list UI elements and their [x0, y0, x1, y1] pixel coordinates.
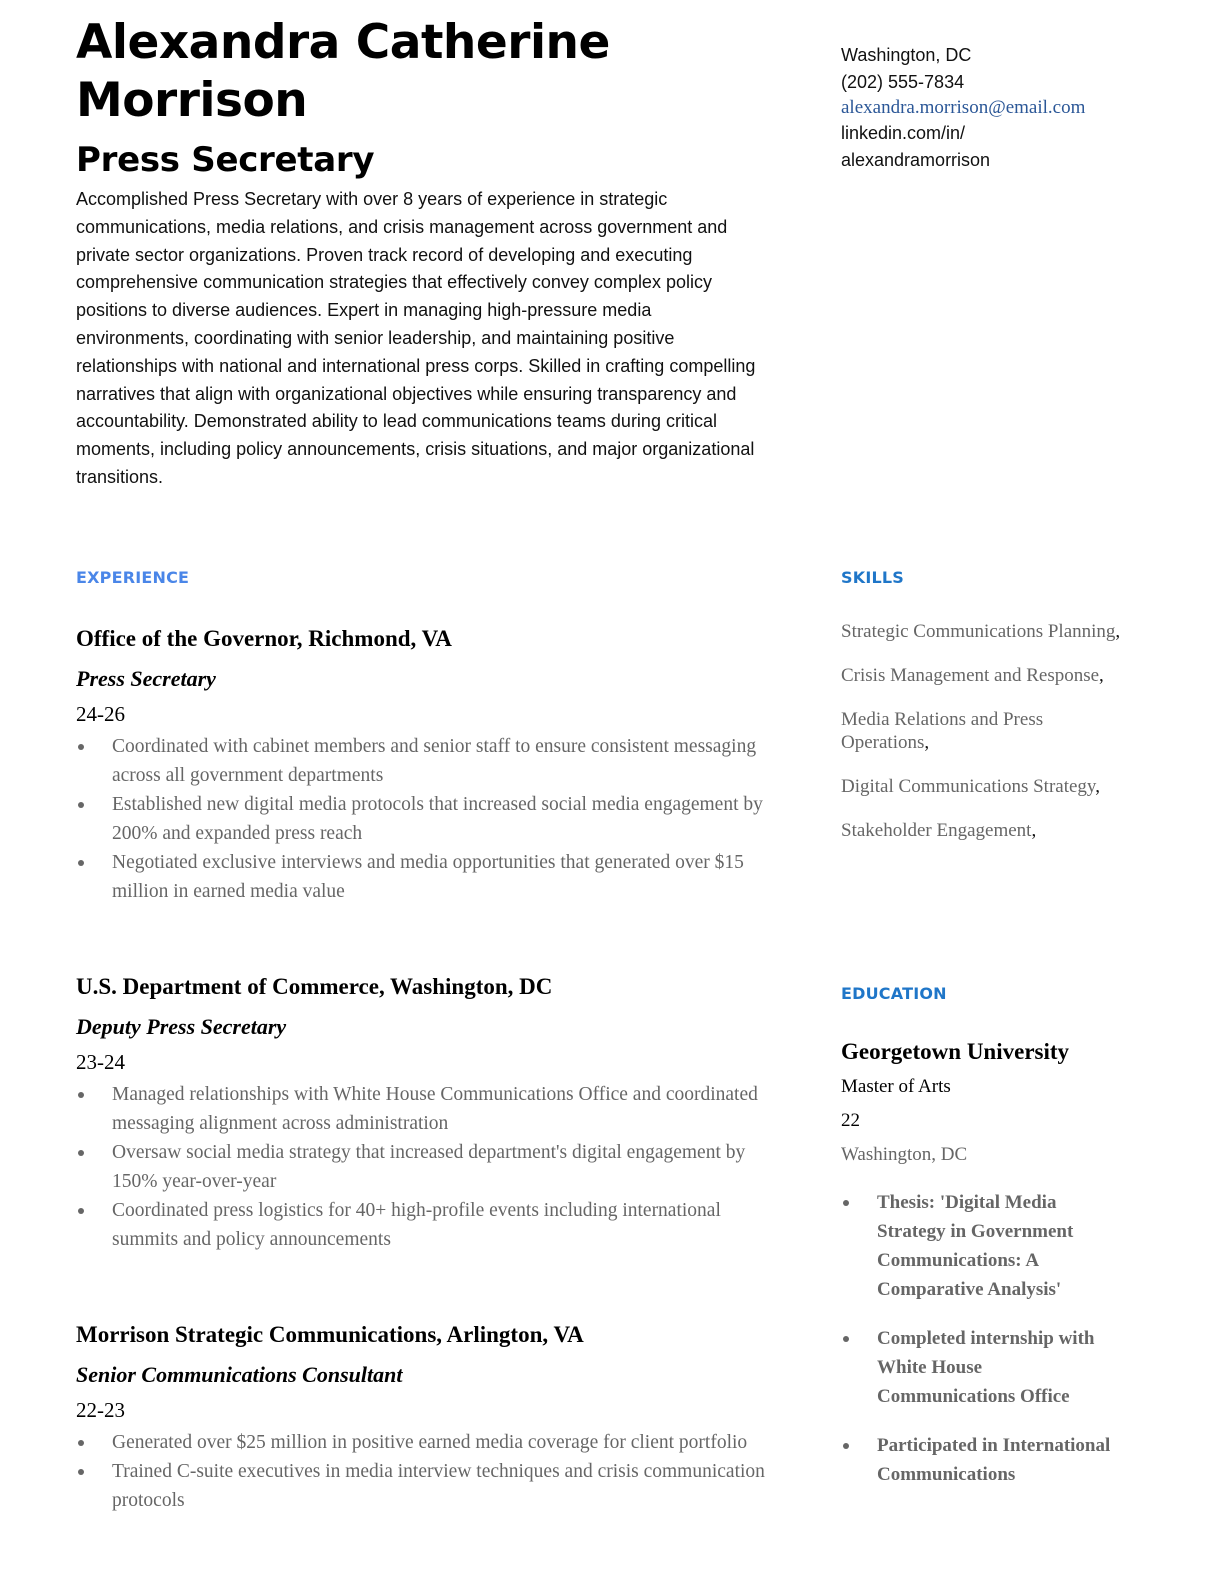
- job-dates: 24-26: [76, 702, 125, 726]
- skill-item: Stakeholder Engagement,: [841, 820, 1037, 841]
- bullet-icon: [78, 860, 84, 866]
- contact-linkedin[interactable]: [841, 120, 1121, 173]
- linkedin-line-1: linkedin.com/in/: [841, 123, 966, 143]
- education-bullet: Thesis: 'Digital Media Strategy in Government Communications: A Comparative Analysis': [841, 1188, 1121, 1304]
- skills-heading: SKILLS: [841, 568, 904, 587]
- contact-phone: (202) 555-7834: [841, 71, 965, 92]
- bullet-icon: [843, 1336, 849, 1342]
- education-bullet: Completed internship with White House Communications Office: [841, 1324, 1121, 1411]
- skills-list: [841, 620, 1121, 863]
- job-bullet: Established new digital media protocols that increased social media engagement by 200% and expanded press reach: [76, 790, 766, 848]
- education-heading: EDUCATION: [841, 984, 947, 1003]
- job-bullet: Generated over $25 million in positive earned media coverage for client portfolio: [76, 1428, 766, 1457]
- contact-email-link[interactable]: alexandra.morrison@email.com: [841, 97, 1086, 118]
- bullet-icon: [78, 1092, 84, 1098]
- bullet-icon: [78, 1208, 84, 1214]
- linkedin-line-2: alexandramorrison: [841, 149, 991, 170]
- degree: Master of Arts: [841, 1076, 951, 1097]
- company-name: Office of the Governor, Richmond, VA: [76, 626, 452, 651]
- job-dates: 23-24: [76, 1050, 125, 1074]
- experience-heading: EXPERIENCE: [76, 568, 190, 587]
- skill-item: Strategic Communications Planning,: [841, 621, 1121, 642]
- job-role: Press Secretary: [76, 666, 216, 691]
- resume-header: [76, 14, 766, 492]
- school-location: Washington, DC: [841, 1144, 968, 1165]
- school-name: Georgetown University: [841, 1039, 1070, 1064]
- bullet-icon: [78, 1150, 84, 1156]
- professional-summary: Accomplished Press Secretary with over 8 years of experience in strategic communications, media relations, and crisis management across government and private sector organizations. Proven track record of developing and executing comprehensive communication strategies that effectively convey complex policy positions to diverse audiences. Expert in managing high-pressure media environments, coordinating with senior leadership, and maintaining positive relationships with national and international press corps. Skilled in crafting compelling narratives that align with organizational objectives while ensuring transparency and accountability. Demonstrated ability to lead communications teams during critical moments, including policy announcements, crisis situations, and major organizational transitions.: [76, 189, 756, 487]
- education-entry: [841, 1036, 1121, 1509]
- job-bullet: Trained C-suite executives in media interview techniques and crisis communication protocols: [76, 1457, 766, 1515]
- experience-entry: [76, 972, 766, 1254]
- education-bullet: Participated in International Communications: [841, 1431, 1121, 1489]
- skill-item: Crisis Management and Response,: [841, 665, 1104, 686]
- job-bullet: Oversaw social media strategy that increased department's digital engagement by 150% year-over-year: [76, 1138, 766, 1196]
- experience-entry: [76, 624, 766, 906]
- bullet-icon: [78, 802, 84, 808]
- job-bullet: Coordinated press logistics for 40+ high-profile events including international summits and policy announcements: [76, 1196, 766, 1254]
- job-bullets: [76, 1428, 766, 1515]
- bullet-icon: [78, 744, 84, 750]
- bullet-icon: [78, 1469, 84, 1475]
- skill-item: Digital Communications Strategy,: [841, 776, 1100, 797]
- contact-info: [841, 42, 1121, 173]
- company-name: U.S. Department of Commerce, Washington, DC: [76, 974, 553, 999]
- graduation-year: 22: [841, 1110, 860, 1131]
- experience-entry: [76, 1320, 766, 1515]
- job-bullets: [76, 732, 766, 906]
- bullet-icon: [843, 1443, 849, 1449]
- job-bullet: Negotiated exclusive interviews and media opportunities that generated over $15 million in earned media value: [76, 848, 766, 906]
- skill-item: Media Relations and Press Operations,: [841, 709, 1044, 753]
- job-bullets: [76, 1080, 766, 1254]
- bullet-icon: [78, 1440, 84, 1446]
- job-role: Deputy Press Secretary: [76, 1014, 287, 1039]
- contact-location: Washington, DC: [841, 45, 972, 65]
- job-dates: 22-23: [76, 1398, 125, 1422]
- bullet-icon: [843, 1200, 849, 1206]
- candidate-name: Alexandra Catherine Morrison: [76, 15, 610, 128]
- job-bullet: Managed relationships with White House Communications Office and coordinated messaging alignment across administration: [76, 1080, 766, 1138]
- education-bullets: [841, 1188, 1121, 1489]
- candidate-title: Press Secretary: [76, 140, 375, 180]
- company-name: Morrison Strategic Communications, Arlington, VA: [76, 1322, 584, 1347]
- job-role: Senior Communications Consultant: [76, 1362, 403, 1387]
- job-bullet: Coordinated with cabinet members and senior staff to ensure consistent messaging across all government departments: [76, 732, 766, 790]
